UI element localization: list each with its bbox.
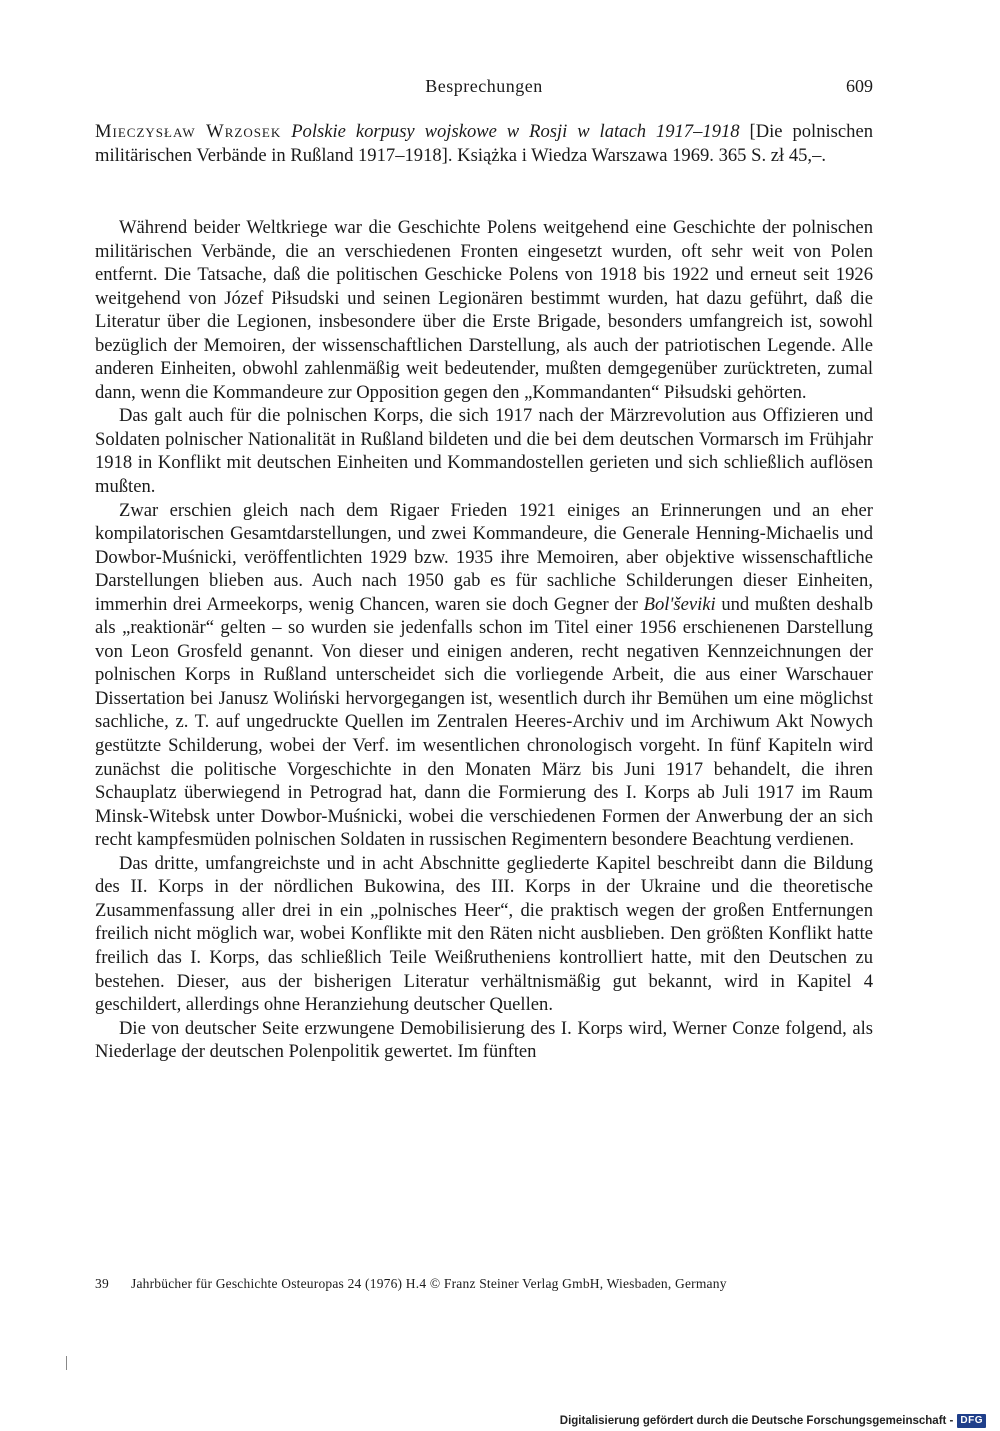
paragraph-3-italic-term: Bol'ševiki [643,593,716,615]
paragraph-2: Das galt auch für die polnischen Korps, die sich 1917 nach der Märzrevolution aus Offizieren und Soldaten polnischer Nationalität in Rußland bildeten und die bei dem deutschen Vormarsch im Frühjahr 1918 in Konflikt mit deutschen Einheiten und Kommandostellen gerieten und sich schließlich auflösen mußten. [95,405,873,498]
imprint-text: Jahrbücher für Geschichte Osteuropas 24 (1976) H.4 © Franz Steiner Verlag GmbH, Wiesbaden, Germany [131,1276,727,1291]
citation-details: [Die polnischen militärischen Verbände in Rußland 1917–1918]. Książka i Wiedza Warszawa 1969. 365 S. zł 45,–. [95,121,873,166]
paragraph-3 [95,499,873,852]
signature-mark: 39 [95,1276,109,1291]
paragraph-3-part-a: Zwar erschien gleich nach dem Rigaer Frieden 1921 einiges an Erinnerungen und an eher kompilatorischen Gesamtdarstellungen, und zwei Kommandeure, die Generale Henning-Michaelis und Dowbor-Muśnicki, veröffentlichten 1929 bzw. 1935 ihre Memoiren, aber objektive wissenschaftliche Darstellungen blieben aus. Auch nach 1950 gab es für sachliche Schilderungen dieser Einheiten, immerhin drei Armeekorps, wenig Chancen, waren sie doch Gegner der [95,499,873,615]
paragraph-4: Das dritte, umfangreichste und in acht Abschnitte gegliederte Kapitel beschreibt dann die Bildung des II. Korps in der nördlichen Bukowina, des III. Korps in der Ukraine und die theoretische Zusammenfassung aller drei in ein „polnisches Heer“, die praktisch wegen der großen Entfernungen freilich nicht möglich war, wobei Konflikte mit den Räten nicht ausblieben. Den größten Konflikt hatte freilich das I. Korps, das schließlich Teile Weißrutheniens kontrolliert hatte, mit den Deutschen zu bestehen. Dieser, aus der bisherigen Literatur verhältnismäßig gut bekannt, wird in Kapitel 4 geschildert, allerdings ohne Heranziehung deutscher Quellen. [95,852,873,1016]
paragraph-3-part-b: und mußten deshalb als „reaktionär“ gelten – so wurden sie jedenfalls schon im Titel einer 1956 erschienenen Darstellung von Leon Grosfeld genannt. Von dieser und einigen anderen, recht negativen Kennzeichnungen der polnischen Korps in Rußland unterscheidet sich die vorliegende Arbeit, die aus einer Warschauer Dissertation bei Janusz Woliński hervorgegangen ist, wesentlich durch ihr Bemühen um eine möglichst sachliche, z. T. auf ungedruckte Quellen im Zentralen Heeres-Archiv und im Archiwum Akt Nowych gestützte Schilderung, wobei der Verf. im wesentlichen chronologisch vorgeht. In fünf Kapiteln wird zunächst die politische Vorgeschichte in den Monaten März bis Juni 1917 behandelt, die ihren Schauplatz überwiegend in Petrograd hat, dann die Formierung des I. Korps ab Juli 1917 im Raum Minsk-Witebsk unter Dowbor-Muśnicki, wobei die verschiedenen Formen der Anwerbung der an sich recht kampfesmüden polnischen Soldaten in russischen Regimentern besondere Beachtung verdienen. [95,593,873,851]
review-body [95,216,873,1064]
running-title: Besprechungen [425,76,543,96]
book-citation [95,120,873,167]
margin-mark [66,1356,67,1370]
banner-text: Digitalisierung gefördert durch die Deutsche Forschungsgemeinschaft - [559,1415,954,1427]
citation-title: Polskie korpusy wojskowe w Rosji w latach 1917–1918 [291,121,740,142]
running-head [95,73,873,99]
page-number: 609 [846,76,873,96]
paragraph-5: Die von deutscher Seite erzwungene Demobilisierung des I. Korps wird, Werner Conze folgend, als Niederlage der deutschen Polenpolitik gewertet. Im fünften [95,1017,873,1063]
paragraph-1: Während beider Weltkriege war die Geschichte Polens weitgehend eine Geschichte der polnischen militärischen Verbände, die an verschiedenen Fronten eingesetzt wurden, oft sehr weit von Polen entfernt. Die Tatsache, daß die politischen Geschicke Polens von 1918 bis 1922 und erneut seit 1926 weitgehend von Józef Piłsudski und seinen Legionären bestimmt wurden, hat dazu geführt, daß die Literatur über die Legionen, insbesondere über die Erste Brigade, besonders umfangreich ist, sowohl bezüglich der Memoiren, der wissenschaftlichen Darstellung, als auch der patriotischen Legende. Alle anderen Einheiten, obwohl zahlenmäßig weit bedeutender, mußten demgegenüber zurücktreten, zumal dann, wenn die Kommandeure zur Opposition gegen den „Kommandanten“ Piłsudski gehörten. [95,217,873,403]
digitization-banner [560,1413,986,1429]
journal-imprint [95,1275,885,1293]
citation-author: Mieczysław Wrzosek [95,121,282,142]
dfg-logo-icon: DFG [957,1414,986,1428]
